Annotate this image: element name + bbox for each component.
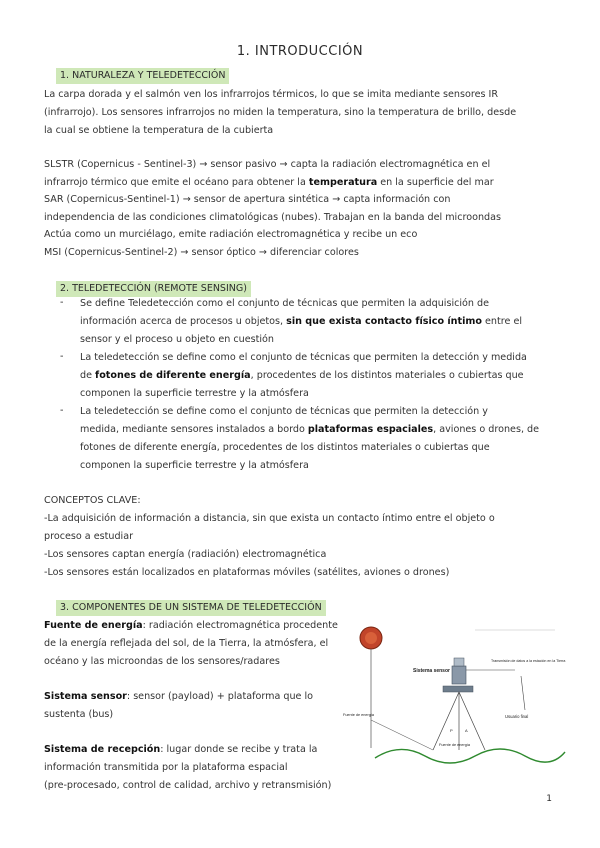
sar-line-1: SAR (Copernicus-Sentinel-1) → sensor de apertura sintética → capta información con [44,194,451,205]
sec1-para-line-2: (infrarrojo). Los sensores infrarrojos no miden la temperatura, sino la temperatura de brillo, desde [44,107,517,118]
diagram-label-a: A [465,728,468,733]
bullet-dash: - [60,297,64,308]
section-2-heading: 2. TELEDETECCIÓN (REMOTE SENSING) [56,281,251,297]
sar-line-2: independencia de las condiciones climatológicas (nubes). Trabajan en la banda del microondas [44,212,502,223]
terrain-line [375,749,565,763]
bullet-2-line-3: componen la superficie terrestre y la atmósfera [80,388,309,399]
remote-sensing-diagram [343,620,566,770]
page-number: 1 [546,794,552,804]
diagram-label-fuente-bottom: Fuente de energía [439,743,471,747]
bullet-3-line-1: La teledetección se define como el conjunto de técnicas que permiten la detección y [80,406,488,417]
conceptos-line-1: -La adquisición de información a distancia, sin que exista un contacto íntimo entre el objeto o [44,513,495,524]
slstr-line-2: infrarrojo térmico que emite el océano para obtener la temperatura en la superficie del mar [44,177,494,188]
sec1-para-line-3: la cual se obtiene la temperatura de la cubierta [44,125,274,136]
slstr-line-1: SLSTR (Copernicus - Sentinel-3) → sensor pasivo → capta la radiación electromagnética en el [44,159,491,170]
sec1-para-line-1: La carpa dorada y el salmón ven los infrarrojos térmicos, lo que se imita mediante sensores IR [44,89,499,100]
bullet-3-line-3: fotones de diferente energía, procedentes de los distintos materiales o cubiertas que [80,442,490,453]
section-3-heading: 3. COMPONENTES DE UN SISTEMA DE TELEDETECCIÓN [56,600,326,616]
bullet-2-line-1: La teledetección se define como el conjunto de técnicas que permiten la detección y medida [80,352,527,363]
bullet-2-line-2: de fotones de diferente energía, procedentes de los distintos materiales o cubiertas que [80,370,524,381]
sensor-line-2: sustenta (bus) [44,709,114,720]
page-title: 1. INTRODUCCIÓN [236,44,364,59]
bullet-1-line-3: sensor y el proceso u objeto en cuestión [80,334,274,345]
conceptos-line-3: -Los sensores captan energía (radiación) electromagnética [44,549,327,560]
fuente-line-1: Fuente de energía: radiación electromagnética procedente [44,620,338,631]
diagram-label-p: P [450,728,453,733]
bullet-dash: - [60,405,64,416]
msi-line: MSI (Copernicus-Sentinel-2) → sensor óptico → diferenciar colores [44,247,359,258]
recepcion-line-3: (pre-procesado, control de calidad, archivo y retransmisión) [44,780,332,791]
bullet-dash: - [60,351,64,362]
recepcion-line-2: información transmitida por la plataforma espacial [44,762,288,773]
bullet-3-line-4: componen la superficie terrestre y la atmósfera [80,460,309,471]
diagram-label-transmision: Transmisión de datos a la estación en la Tierra [491,659,566,663]
diagram-label-sensor: Sistema sensor [413,668,450,674]
sun-icon [360,627,382,748]
satellite-icon [443,658,473,692]
fuente-line-2: de la energía reflejada del sol, de la Tierra, la atmósfera, el [44,638,329,649]
diagram-label-fuente-left: Fuente de energía [343,713,375,717]
sar-line-3: Actúa como un murciélago, emite radiación electromagnética y recibe un eco [44,229,418,240]
bullet-3-line-2: medida, mediante sensores instalados a bordo plataformas espaciales, aviones o drones, de [80,424,540,435]
sensor-line-1: Sistema sensor: sensor (payload) + plataforma que lo [44,691,314,702]
diagram-label-usuario: Usuario final [505,714,529,719]
bullet-1-line-2: información acerca de procesos u objetos, sin que exista contacto físico íntimo entre el [80,316,523,327]
conceptos-heading: CONCEPTOS CLAVE: [44,495,141,506]
fuente-line-3: océano y las microondas de los sensores/radares [44,656,280,667]
bullet-1-line-1: Se define Teledetección como el conjunto de técnicas que permiten la adquisición de [80,298,490,309]
conceptos-line-2: proceso a estudiar [44,531,134,542]
section-1-heading: 1. NATURALEZA Y TELEDETECCIÓN [56,68,229,84]
conceptos-line-4: -Los sensores están localizados en plataformas móviles (satélites, aviones o drones) [44,567,450,578]
recepcion-line-1: Sistema de recepción: lugar donde se recibe y trata la [44,744,318,755]
